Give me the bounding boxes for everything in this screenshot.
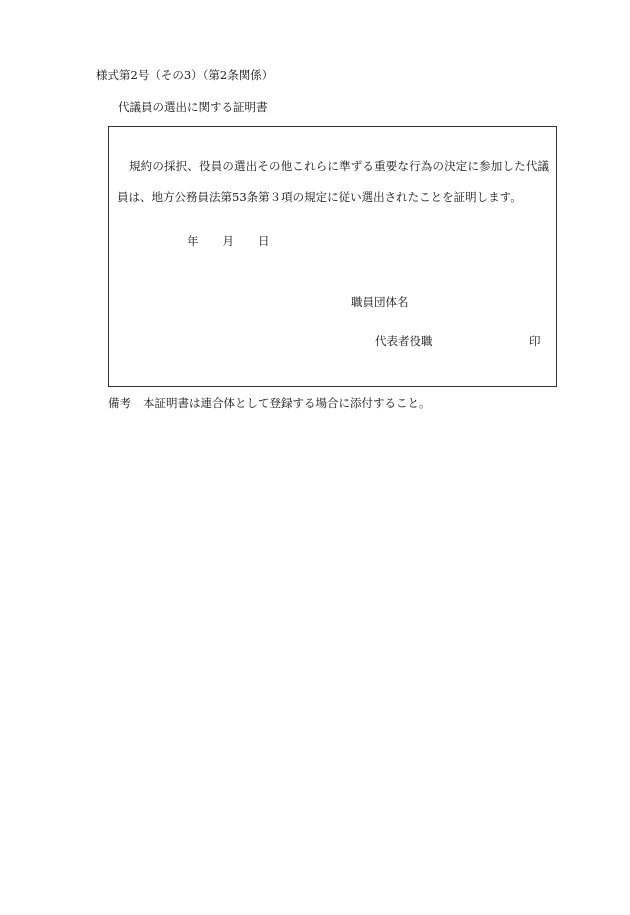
date-line bbox=[187, 233, 270, 249]
seal-mark: 印 bbox=[529, 334, 541, 348]
remarks-text: 本証明書は連合体として登録する場合に添付すること。 bbox=[143, 396, 431, 410]
year-label: 年 bbox=[187, 234, 199, 248]
organization-name-label: 職員団体名 bbox=[351, 295, 409, 309]
month-label: 月 bbox=[222, 234, 234, 248]
form-number: 様式第2号（その3）（第2条関係） bbox=[96, 68, 274, 82]
remarks-label: 備考 bbox=[108, 396, 131, 410]
certificate-body-text: 規約の採択、役員の選出その他これらに準ずる重要な行為の決定に参加した代議員は、地方公務員法第53条第３項の規定に従い選出されたことを証明します。 bbox=[117, 159, 549, 204]
remarks bbox=[108, 395, 431, 411]
document-title: 代議員の選出に関する証明書 bbox=[118, 100, 268, 114]
representative-title-label: 代表者役職 bbox=[375, 334, 433, 348]
certificate-box bbox=[108, 126, 557, 387]
day-label: 日 bbox=[258, 234, 270, 248]
